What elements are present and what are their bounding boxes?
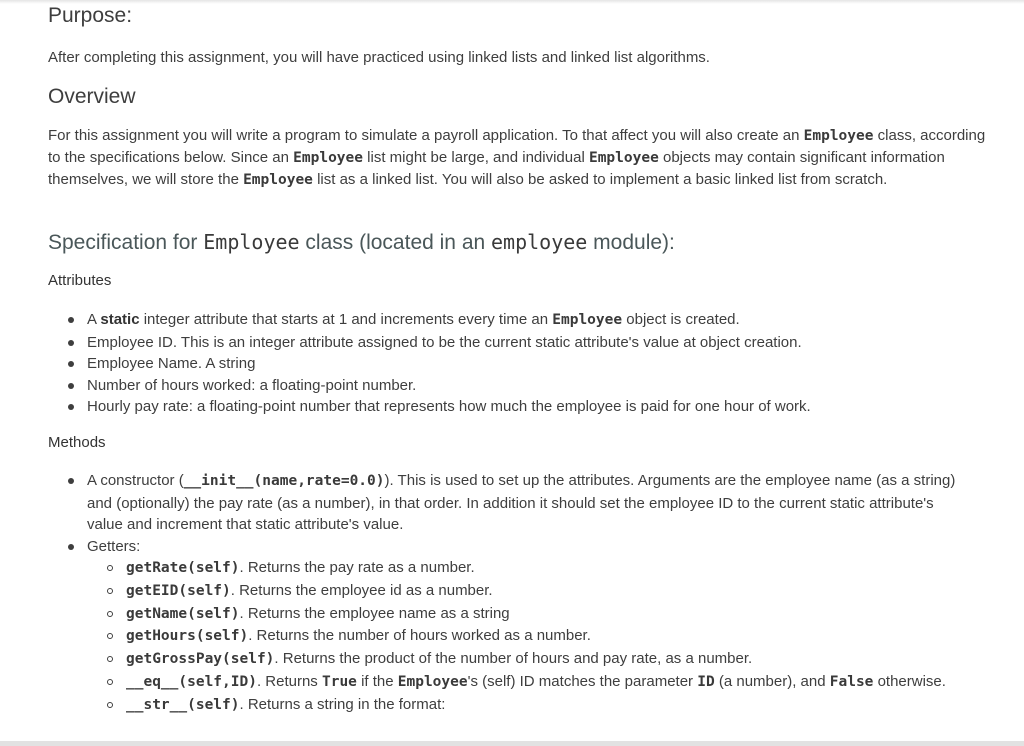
purpose-heading: Purpose: (48, 4, 133, 27)
list-item: getRate(self). Returns the pay rate as a number. (87, 557, 963, 580)
list-item: Employee Name. A string (48, 353, 811, 375)
list-item: Hourly pay rate: a floating-point number that represents how much the employee is paid for one hour of work. (48, 396, 811, 418)
list-item: getGrossPay(self). Returns the product of the number of hours and pay rate, as a number. (87, 648, 963, 671)
list-item: Getters: getRate(self). Returns the pay rate as a number. getEID(self). Returns the employee id as a number. getName(self). Returns the employee name as a string getHours(self). Returns the number of hours worked as a number. getGrossPay(self). Returns the product of the number of hours and pay rate, as a number. __eq__(self,ID). Returns True if the Employee's (self) ID matches the parameter ID (a number), and False otherwise. __str__(self). Returns a string in the format: (48, 536, 963, 717)
list-item: A constructor (__init__(name,rate=0.0)). This is used to set up the attributes. Arguments are the employee name (as a string) and (optionally) the pay rate (as a number), in that order. In addition it should set the employee ID to the current static attribute's value and increment that static attribute's value. (48, 470, 963, 536)
spec-heading: Specification for Employee class (located in an employee module): (48, 230, 675, 254)
attributes-list (48, 309, 811, 418)
list-item: A static integer attribute that starts at 1 and increments every time an Employee object is created. (48, 309, 811, 332)
list-item: Employee ID. This is an integer attribute assigned to be the current static attribute's value at object creation. (48, 332, 811, 354)
bottom-edge (0, 741, 1024, 746)
attributes-heading: Attributes (48, 272, 112, 289)
list-item: __eq__(self,ID). Returns True if the Employee's (self) ID matches the parameter ID (a number), and False otherwise. (87, 671, 963, 694)
purpose-text: After completing this assignment, you will have practiced using linked lists and linked list algorithms. (48, 49, 710, 66)
list-item: Number of hours worked: a floating-point number. (48, 375, 811, 397)
top-shadow (0, 0, 1024, 4)
list-item: getName(self). Returns the employee name as a string (87, 603, 963, 626)
methods-heading: Methods (48, 434, 106, 451)
list-item: __str__(self). Returns a string in the format: (87, 694, 963, 717)
getters-list (87, 557, 963, 716)
overview-heading: Overview (48, 85, 136, 108)
list-item: getEID(self). Returns the employee id as a number. (87, 580, 963, 603)
methods-list (48, 470, 963, 716)
list-item: getHours(self). Returns the number of hours worked as a number. (87, 625, 963, 648)
overview-text: For this assignment you will write a program to simulate a payroll application. To that affect you will also create an Employee class, according to the specifications below. Since an Employee list might be large, and individual Employee objects may contain significant information themselves, we will store the Employee list as a linked list. You will also be asked to implement a basic linked list from scratch. (48, 127, 986, 188)
